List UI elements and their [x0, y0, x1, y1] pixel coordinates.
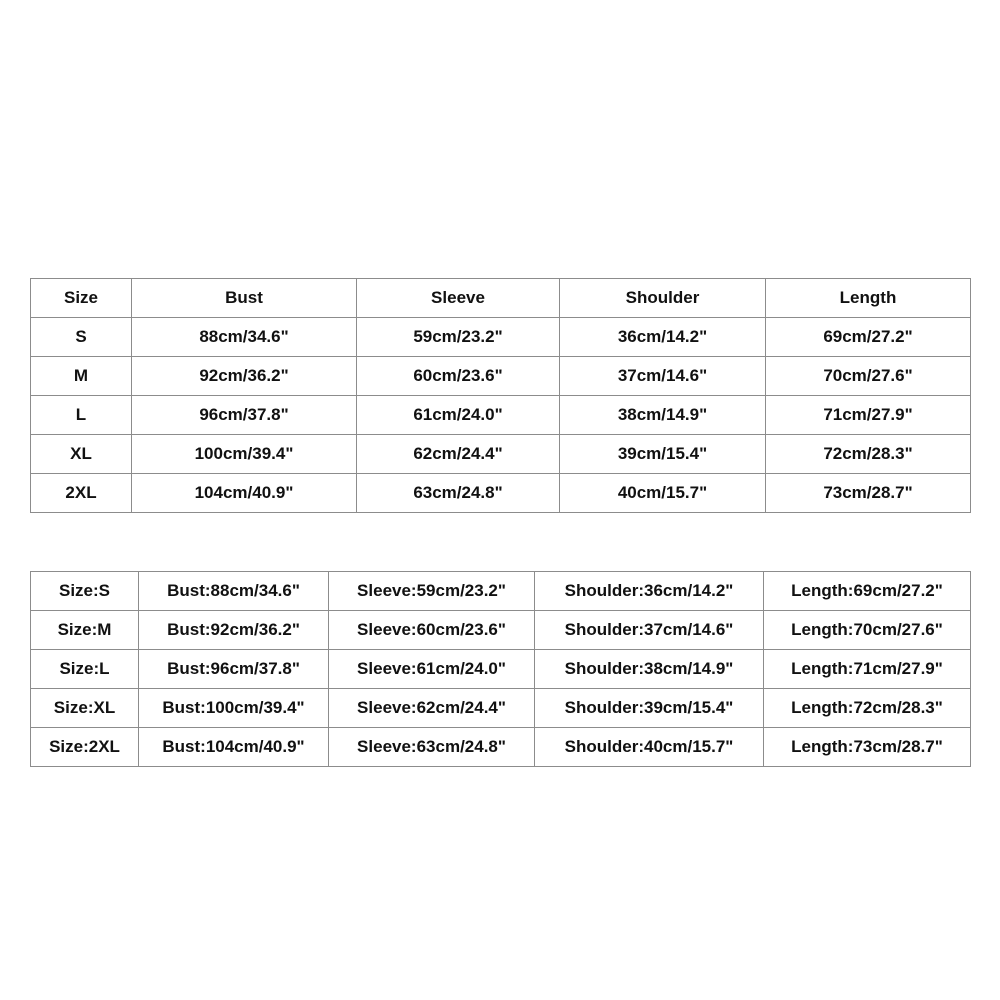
table-cell: 39cm/15.4" — [560, 435, 766, 474]
table-cell: Bust:100cm/39.4" — [139, 689, 329, 728]
table-cell: 104cm/40.9" — [132, 474, 357, 513]
table-row — [31, 357, 971, 396]
table-row — [31, 572, 971, 611]
table-cell: 69cm/27.2" — [766, 318, 971, 357]
header-cell-bust: Bust — [132, 279, 357, 318]
table-row — [31, 650, 971, 689]
table-cell: Sleeve:62cm/24.4" — [329, 689, 535, 728]
table-row — [31, 689, 971, 728]
table-cell: Shoulder:38cm/14.9" — [535, 650, 764, 689]
table-row — [31, 611, 971, 650]
table-cell: 92cm/36.2" — [132, 357, 357, 396]
table-header-row — [31, 279, 971, 318]
table-cell: Length:73cm/28.7" — [764, 728, 971, 767]
table-cell: Length:72cm/28.3" — [764, 689, 971, 728]
table-cell: L — [31, 396, 132, 435]
header-cell-shoulder: Shoulder — [560, 279, 766, 318]
table-cell: Size:M — [31, 611, 139, 650]
table-cell: 59cm/23.2" — [357, 318, 560, 357]
table-cell: 72cm/28.3" — [766, 435, 971, 474]
table-cell: Sleeve:59cm/23.2" — [329, 572, 535, 611]
table-cell: Bust:92cm/36.2" — [139, 611, 329, 650]
table-row — [31, 396, 971, 435]
table-cell: Shoulder:39cm/15.4" — [535, 689, 764, 728]
table-cell: 71cm/27.9" — [766, 396, 971, 435]
table-cell: Sleeve:60cm/23.6" — [329, 611, 535, 650]
table-cell: M — [31, 357, 132, 396]
table-cell: 37cm/14.6" — [560, 357, 766, 396]
size-list-table — [30, 571, 971, 767]
table-cell: Shoulder:40cm/15.7" — [535, 728, 764, 767]
table-cell: 96cm/37.8" — [132, 396, 357, 435]
table-cell: Bust:88cm/34.6" — [139, 572, 329, 611]
table-cell: Size:L — [31, 650, 139, 689]
table-row — [31, 435, 971, 474]
table-cell: Size:2XL — [31, 728, 139, 767]
table-cell: 38cm/14.9" — [560, 396, 766, 435]
table-cell: Size:S — [31, 572, 139, 611]
table-cell: Shoulder:36cm/14.2" — [535, 572, 764, 611]
table-cell: XL — [31, 435, 132, 474]
table-cell: Sleeve:61cm/24.0" — [329, 650, 535, 689]
header-cell-size: Size — [31, 279, 132, 318]
table-cell: 88cm/34.6" — [132, 318, 357, 357]
table-cell: 2XL — [31, 474, 132, 513]
table-cell: Bust:96cm/37.8" — [139, 650, 329, 689]
table-cell: 40cm/15.7" — [560, 474, 766, 513]
table-cell: Bust:104cm/40.9" — [139, 728, 329, 767]
table-cell: S — [31, 318, 132, 357]
table-row — [31, 728, 971, 767]
table-cell: 61cm/24.0" — [357, 396, 560, 435]
size-chart-table — [30, 278, 971, 513]
table-cell: 36cm/14.2" — [560, 318, 766, 357]
header-cell-sleeve: Sleeve — [357, 279, 560, 318]
table-cell: Sleeve:63cm/24.8" — [329, 728, 535, 767]
table-cell: Shoulder:37cm/14.6" — [535, 611, 764, 650]
table-cell: 62cm/24.4" — [357, 435, 560, 474]
table-cell: 100cm/39.4" — [132, 435, 357, 474]
header-cell-length: Length — [766, 279, 971, 318]
table-cell: Length:69cm/27.2" — [764, 572, 971, 611]
table-cell: 63cm/24.8" — [357, 474, 560, 513]
table-cell: 60cm/23.6" — [357, 357, 560, 396]
table-row — [31, 474, 971, 513]
table-cell: Length:70cm/27.6" — [764, 611, 971, 650]
table-cell: Size:XL — [31, 689, 139, 728]
table-cell: 73cm/28.7" — [766, 474, 971, 513]
table-row — [31, 318, 971, 357]
table-cell: Length:71cm/27.9" — [764, 650, 971, 689]
table-cell: 70cm/27.6" — [766, 357, 971, 396]
